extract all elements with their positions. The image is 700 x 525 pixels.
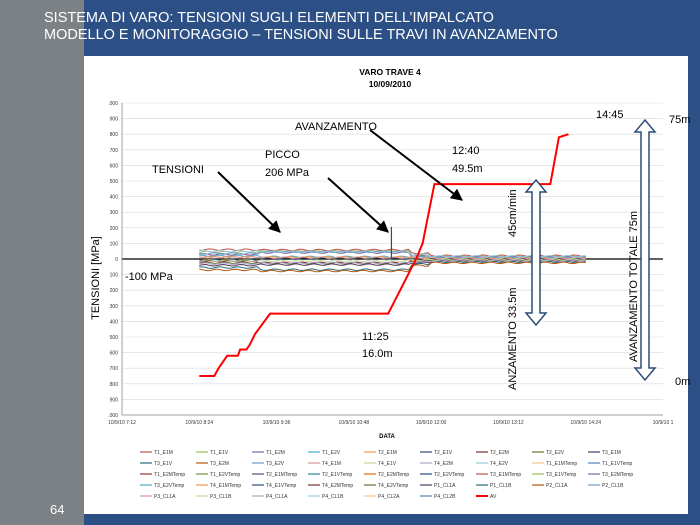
legend-label: T1_E2V (322, 450, 341, 456)
annotation-label: 49.5m (452, 163, 483, 175)
legend-label: P3_CL1A (154, 494, 176, 500)
legend-label: T2_E1V (434, 450, 453, 456)
legend-label: T4_E1V (378, 461, 397, 467)
legend-label: P4_CL2B (434, 494, 456, 500)
legend-label: T2_E1M (378, 450, 397, 456)
y-tick-label: 300 (109, 210, 118, 217)
legend-label: T2_E2VTemp (434, 472, 465, 478)
y-tick-label: 900 (109, 397, 118, 404)
sensor-lines (199, 227, 585, 272)
x-tick-label: 10/9/10 12:00 (415, 420, 447, 426)
legend-label: T1_E2MTemp (154, 472, 186, 478)
double-arrow-advance (526, 180, 546, 325)
y-tick-label: 200 (109, 225, 118, 232)
y-tick-label: .000 (108, 413, 118, 419)
legend-label: T1_E2M (266, 450, 285, 456)
legend-label: T4_E2V (490, 461, 509, 467)
y-tick-label: 800 (109, 381, 118, 388)
annotation-label: 12:40 (452, 145, 480, 157)
legend-label: T1_E2VTemp (210, 472, 241, 478)
y-tick-label: 600 (109, 163, 118, 170)
x-tick-label: 10/9/10 14:24 (570, 420, 602, 426)
annotation-label: AVANZAMENTO TOTALE 75m (628, 211, 640, 362)
x-tick-label: 10/9/10 1 (652, 420, 674, 426)
legend-label: T3_E1MTemp (490, 472, 522, 478)
y-tick-label: .000 (108, 101, 118, 107)
y-tick-label: 200 (109, 288, 118, 295)
annotation-label: 0m (675, 376, 691, 388)
legend-label: T1_E1V (210, 450, 229, 456)
x-tick-label: 10/9/10 10:48 (338, 420, 370, 426)
y-tick-label: 600 (109, 350, 118, 357)
title-line-2: MODELLO E MONITORAGGIO – TENSIONI SULLE TRAVI IN AVANZAMENTO (44, 27, 558, 43)
chart-subtitle: 10/09/2010 (368, 79, 412, 89)
x-tick-labels (108, 420, 674, 426)
annotation-label: 11:25 (362, 331, 389, 343)
y-tick-label: 700 (109, 366, 118, 373)
legend-label: T2_E1MTemp (266, 472, 298, 478)
legend-label: T3_E1M (602, 450, 621, 456)
legend-label: T1_E1M (154, 450, 173, 456)
x-axis-label: DATA (379, 434, 395, 440)
y-tick-label: 400 (109, 194, 118, 201)
y-tick-label: 900 (109, 116, 118, 123)
legend-label: T3_E2M (210, 461, 229, 467)
annotation-label: -100 MPa (125, 271, 173, 283)
legend (140, 450, 633, 500)
y-tick-label: 100 (109, 241, 118, 248)
legend-label: T3_E1VTemp (546, 472, 577, 478)
y-tick-label: 100 (109, 272, 118, 279)
legend-label: T2_E1VTemp (322, 472, 353, 478)
arrow-line (328, 178, 388, 232)
legend-label: T2_E2MTemp (378, 472, 410, 478)
legend-label: T4_E2M (434, 461, 453, 467)
annotation-label: 45cm/min (507, 189, 519, 237)
legend-label: T4_E1VTemp (266, 483, 297, 489)
legend-label: P1_CL1A (434, 483, 456, 489)
legend-label: P3_CL1B (210, 494, 232, 500)
legend-label: P2_CL1B (602, 483, 624, 489)
annotation-label: 14:45 (596, 109, 624, 121)
annotation-label: 75m (669, 114, 691, 126)
annotation-label: 16.0m (362, 348, 393, 360)
x-tick-label: 10/9/10 13:12 (493, 420, 524, 426)
chart-title: VARO TRAVE 4 (359, 67, 421, 77)
arrow-line (370, 130, 462, 200)
legend-label: T2_E2V (546, 450, 565, 456)
legend-label: P1_CL1B (490, 483, 512, 489)
legend-label: P2_CL1A (546, 483, 568, 489)
legend-label: T1_E1MTemp (546, 461, 578, 467)
x-tick-label: 10/9/10 9:36 (262, 420, 291, 426)
legend-label: T4_E2VTemp (378, 483, 409, 489)
annotation-label: PICCO (265, 149, 300, 161)
legend-label: P4_CL1B (322, 494, 344, 500)
title-line-1: SISTEMA DI VARO: TENSIONI SUGLI ELEMENTI DELL’IMPALCATO (44, 10, 494, 26)
legend-label: T4_E1M (322, 461, 341, 467)
legend-label: AV (490, 494, 497, 500)
legend-label: P4_CL2A (378, 494, 400, 500)
y-tick-label: 400 (109, 319, 118, 326)
page-number: 64 (50, 502, 65, 517)
legend-label: P4_CL1A (266, 494, 288, 500)
legend-label: T3_E2VTemp (154, 483, 185, 489)
y-tick-label: 700 (109, 147, 118, 154)
y-tick-label: 300 (109, 303, 118, 310)
legend-label: T1_E1VTemp (602, 461, 633, 467)
legend-label: T4_E1MTemp (210, 483, 242, 489)
y-tick-label: 0 (115, 257, 118, 263)
annotation-label: AVANZAMENTO (295, 121, 377, 133)
y-tick-label: 500 (109, 179, 118, 185)
y-tick-label: 500 (109, 335, 118, 341)
y-tick-label: 800 (109, 132, 118, 139)
annotation-label: TENSIONI (152, 164, 204, 176)
x-tick-label: 10/9/10 8:24 (185, 420, 214, 426)
legend-label: T4_E2MTemp (322, 483, 354, 489)
y-tick-labels (108, 101, 118, 419)
annotation-label: 206 MPa (265, 167, 310, 179)
legend-label: T3_E1V (154, 461, 173, 467)
x-tick-label: 10/9/10 7:12 (108, 420, 136, 426)
legend-label: T2_E2M (490, 450, 509, 456)
legend-label: T3_E2V (266, 461, 285, 467)
legend-label: T3_E2MTemp (602, 472, 634, 478)
annotation-label: ANZAMENTO 33.5m (507, 287, 519, 390)
y-axis-label: TENSIONI [MPa] (90, 236, 102, 320)
